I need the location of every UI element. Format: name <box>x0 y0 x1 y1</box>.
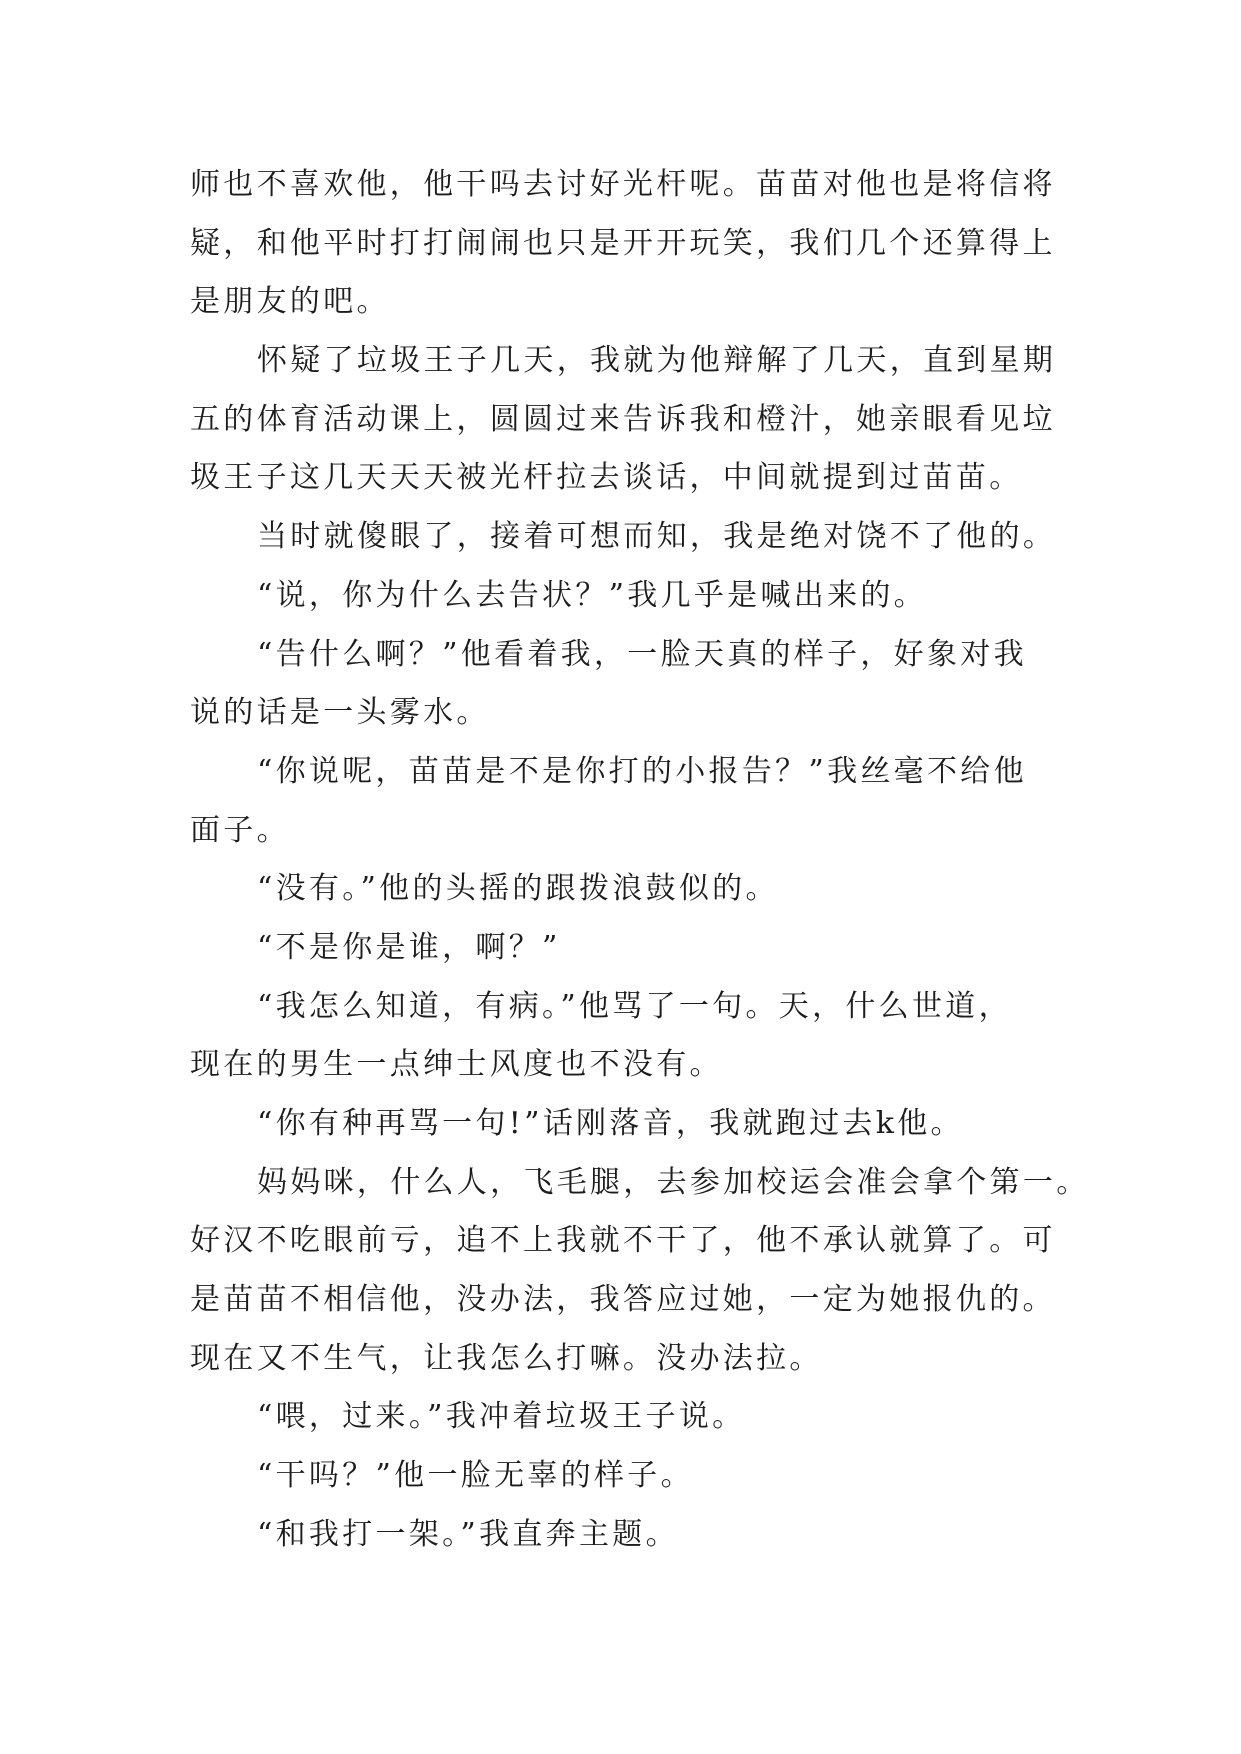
dialogue-paragraph <box>190 978 1130 1095</box>
text-line: “告什么啊？”他看着我，一脸天真的样子，好象对我 <box>257 636 1027 672</box>
text-line: 好汉不吃眼前亏，追不上我就不干了，他不承认就算了。可 <box>190 1223 1056 1259</box>
text-line: 五的体育活动课上，圆圆过来告诉我和橙汁，她亲眼看见垃 <box>190 401 1056 437</box>
text-line: 妈妈咪，什么人，飞毛腿，去参加校运会准会拿个第一。 <box>257 1164 1090 1200</box>
dialogue-paragraph <box>190 1447 1130 1506</box>
text-line: “干吗？”他一脸无辜的样子。 <box>257 1458 694 1494</box>
text-line: 现在又不生气，让我怎么打嘛。没办法拉。 <box>190 1340 823 1376</box>
page-body <box>190 156 1130 1565</box>
paragraph <box>190 156 1130 332</box>
text-line: “我怎么知道，有病。”他骂了一句。天，什么世道， <box>257 988 1012 1024</box>
dialogue-paragraph <box>190 1506 1130 1565</box>
paragraph <box>190 508 1130 567</box>
text-line: “不是你是谁，啊？” <box>257 929 561 965</box>
text-line: 面子。 <box>190 812 290 848</box>
paragraph <box>190 1154 1130 1389</box>
text-line: 怀疑了垃圾王子几天，我就为他辩解了几天，直到星期 <box>257 343 1057 379</box>
text-line: “喂，过来。”我冲着垃圾王子说。 <box>257 1399 746 1435</box>
dialogue-paragraph <box>190 919 1130 978</box>
dialogue-paragraph <box>190 743 1130 860</box>
dialogue-paragraph <box>190 1095 1130 1154</box>
dialogue-paragraph <box>190 860 1130 919</box>
text-line: “和我打一架。”我直奔主题。 <box>257 1516 679 1552</box>
dialogue-paragraph <box>190 567 1130 626</box>
text-line: 疑，和他平时打打闹闹也只是开开玩笑，我们几个还算得上 <box>190 225 1056 261</box>
text-line: “你说呢，苗苗是不是你打的小报告？”我丝毫不给他 <box>257 753 1027 789</box>
text-line: 当时就傻眼了，接着可想而知，我是绝对饶不了他的。 <box>257 519 1057 555</box>
text-line: 是朋友的吧。 <box>190 284 390 320</box>
text-line: “说，你为什么去告状？”我几乎是喊出来的。 <box>257 577 927 613</box>
text-line: “没有。”他的头摇的跟拨浪鼓似的。 <box>257 871 779 907</box>
paragraph <box>190 332 1130 508</box>
dialogue-paragraph <box>190 1388 1130 1447</box>
text-line: 圾王子这几天天天被光杆拉去谈话，中间就提到过苗苗。 <box>190 460 1023 496</box>
dialogue-paragraph <box>190 626 1130 743</box>
text-line: 现在的男生一点绅士风度也不没有。 <box>190 1047 723 1083</box>
text-line: “你有种再骂一句!”话刚落音，我就跑过去k他。 <box>257 1106 964 1141</box>
text-line: 是苗苗不相信他，没办法，我答应过她，一定为她报仇的。 <box>190 1282 1056 1318</box>
text-line: 师也不喜欢他，他干吗去讨好光杆呢。苗苗对他也是将信将 <box>190 167 1056 202</box>
text-line: 说的话是一头雾水。 <box>190 695 490 731</box>
